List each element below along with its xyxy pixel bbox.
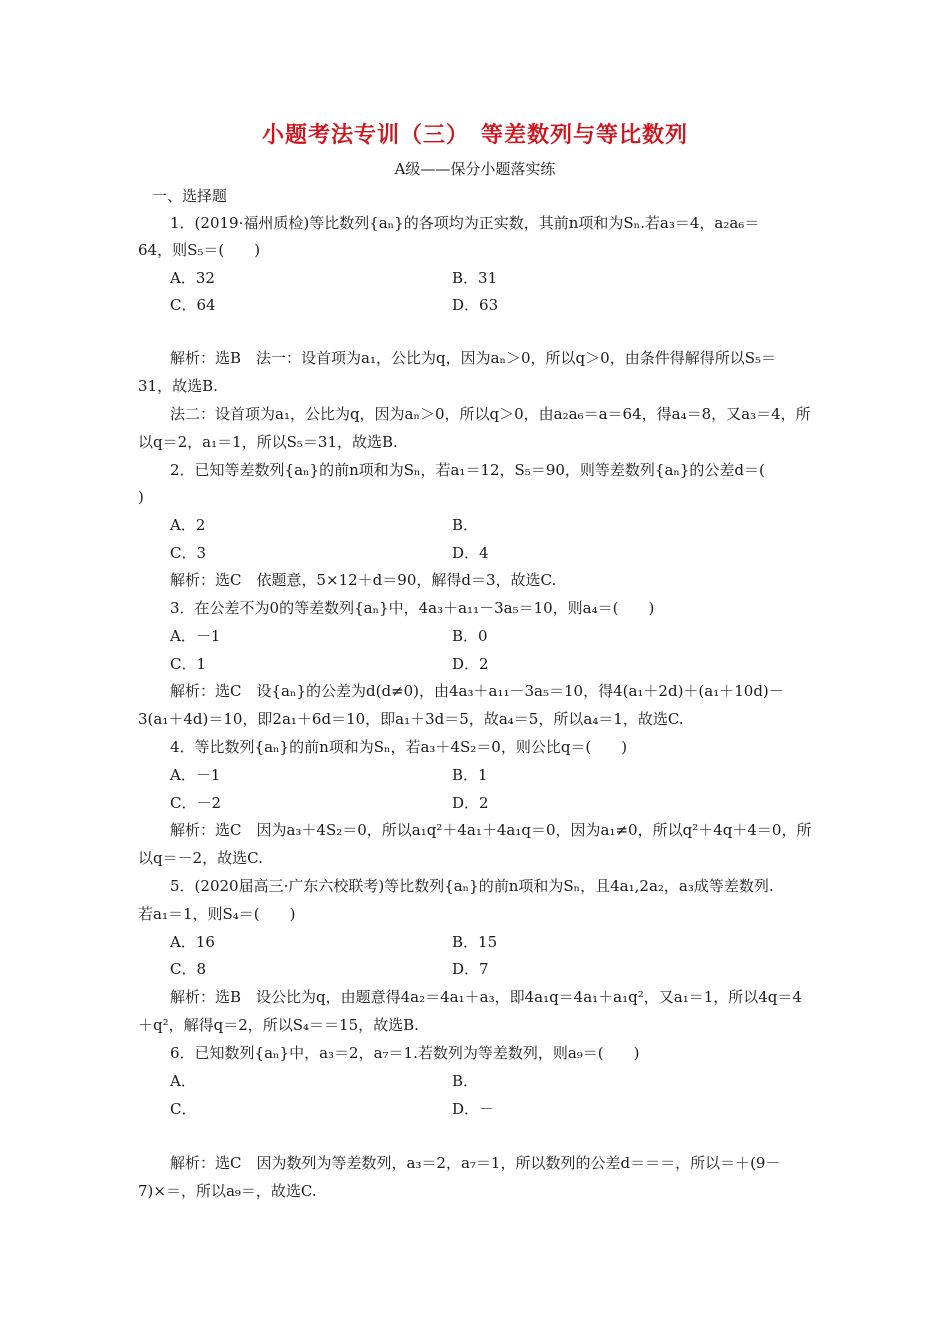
q5-solution-line2: ＋q²，解得q＝2，所以S₄＝＝15，故选B.	[138, 1016, 419, 1034]
q1-stem-line1: 1．(2019·福州质检)等比数列{aₙ}的各项均为正实数，其前n项和为Sₙ.若a₃＝4，a₂a₆＝	[170, 214, 760, 232]
q2-option-d: D．4	[452, 544, 489, 562]
q6-stem-line1: 6．已知数列{aₙ}中，a₃＝2，a₇＝1.若数列为等差数列，则a₉＝( )	[170, 1044, 640, 1062]
q4-solution-line2: 以q＝－2，故选C.	[138, 849, 263, 867]
q6-option-c: C．	[170, 1100, 197, 1118]
q4-option-b: B．1	[452, 766, 488, 784]
q1-solution-line1: 解析：选B 法一：设首项为a₁，公比为q，因为aₙ＞0，所以q＞0，由条件得解得所以S₅＝	[170, 349, 776, 367]
q1-stem-line2: 64，则S₅＝( )	[138, 241, 261, 259]
q4-stem-line1: 4．等比数列{aₙ}的前n项和为Sₙ，若a₃＋4S₂＝0，则公比q＝( )	[170, 738, 628, 756]
q4-option-c: C．－2	[170, 794, 222, 812]
q6-solution-line2: 7)×＝，所以a₉＝，故选C.	[138, 1182, 317, 1200]
q1-solution-line2: 31，故选B.	[138, 377, 218, 395]
q2-stem-line2: )	[138, 488, 144, 506]
section-label: 一、选择题	[152, 187, 228, 205]
q1-option-c: C．64	[170, 296, 216, 314]
q3-solution-line2: 3(a₁＋4d)＝10，即2a₁＋6d＝10，即a₁＋3d＝5，故a₄＝5，所以a₄＝1，故选C.	[138, 710, 684, 728]
q1-option-b: B．31	[452, 269, 498, 287]
page-subtitle: A级——保分小题落实练	[394, 160, 556, 178]
q4-option-d: D．2	[452, 794, 489, 812]
q3-option-b: B．0	[452, 627, 488, 645]
q1-option-a: A．32	[170, 269, 215, 287]
q1-option-d: D．63	[452, 296, 499, 314]
q2-option-a: A．2	[170, 516, 206, 534]
q4-solution-line1: 解析：选C 因为a₃＋4S₂＝0，所以a₁q²＋4a₁＋4a₁q＝0，因为a₁≠0，所以q²＋4q＋4＝0，所	[170, 821, 812, 839]
q3-stem-line1: 3．在公差不为0的等差数列{aₙ}中，4a₃＋a₁₁－3a₅＝10，则a₄＝( )	[170, 599, 655, 617]
q5-stem-line1: 5．(2020届高三·广东六校联考)等比数列{aₙ}的前n项和为Sₙ，且4a₁,2a₂，a₃成等差数列.	[170, 877, 774, 895]
q6-solution-line1: 解析：选C 因为数列为等差数列，a₃＝2，a₇＝1，所以数列的公差d＝＝＝，所以＝＋(9－	[170, 1154, 781, 1172]
q2-solution-line1: 解析：选C 依题意，5×12＋d＝90，解得d＝3，故选C.	[170, 571, 557, 589]
q3-option-c: C．1	[170, 655, 207, 673]
q5-solution-line1: 解析：选B 设公比为q，由题意得4a₂＝4a₁＋a₃，即4a₁q＝4a₁＋a₁q²，又a₁＝1，所以4q＝4	[170, 988, 802, 1006]
q5-option-b: B．15	[452, 933, 498, 951]
q4-option-a: A．－1	[170, 766, 221, 784]
q6-option-d: D．－	[452, 1100, 495, 1118]
page-title: 小题考法专训（三） 等差数列与等比数列	[261, 122, 688, 148]
q3-option-d: D．2	[452, 655, 489, 673]
q1-solution-line4: 以q＝2，a₁＝1，所以S₅＝31，故选B.	[138, 433, 398, 451]
q5-option-c: C．8	[170, 960, 207, 978]
q1-solution-line3: 法二：设首项为a₁，公比为q，因为aₙ＞0，所以q＞0，由a₂a₆＝a＝64，得a₄＝8，又a₃＝4，所	[170, 405, 811, 423]
q2-option-c: C．3	[170, 544, 207, 562]
q2-option-b: B．	[452, 516, 479, 534]
q5-option-a: A．16	[170, 933, 215, 951]
q3-option-a: A．－1	[170, 627, 221, 645]
q3-solution-line1: 解析：选C 设{aₙ}的公差为d(d≠0)，由4a₃＋a₁₁－3a₅＝10，得4(a₁＋2d)＋(a₁＋10d)－	[170, 682, 784, 700]
q5-option-d: D．7	[452, 960, 489, 978]
q5-stem-line2: 若a₁＝1，则S₄＝( )	[138, 905, 296, 923]
q6-option-b: B．	[452, 1072, 479, 1090]
q6-option-a: A．	[170, 1072, 196, 1090]
q2-stem-line1: 2．已知等差数列{aₙ}的前n项和为Sₙ，若a₁＝12，S₅＝90，则等差数列{aₙ}的公差d＝(	[170, 461, 765, 479]
